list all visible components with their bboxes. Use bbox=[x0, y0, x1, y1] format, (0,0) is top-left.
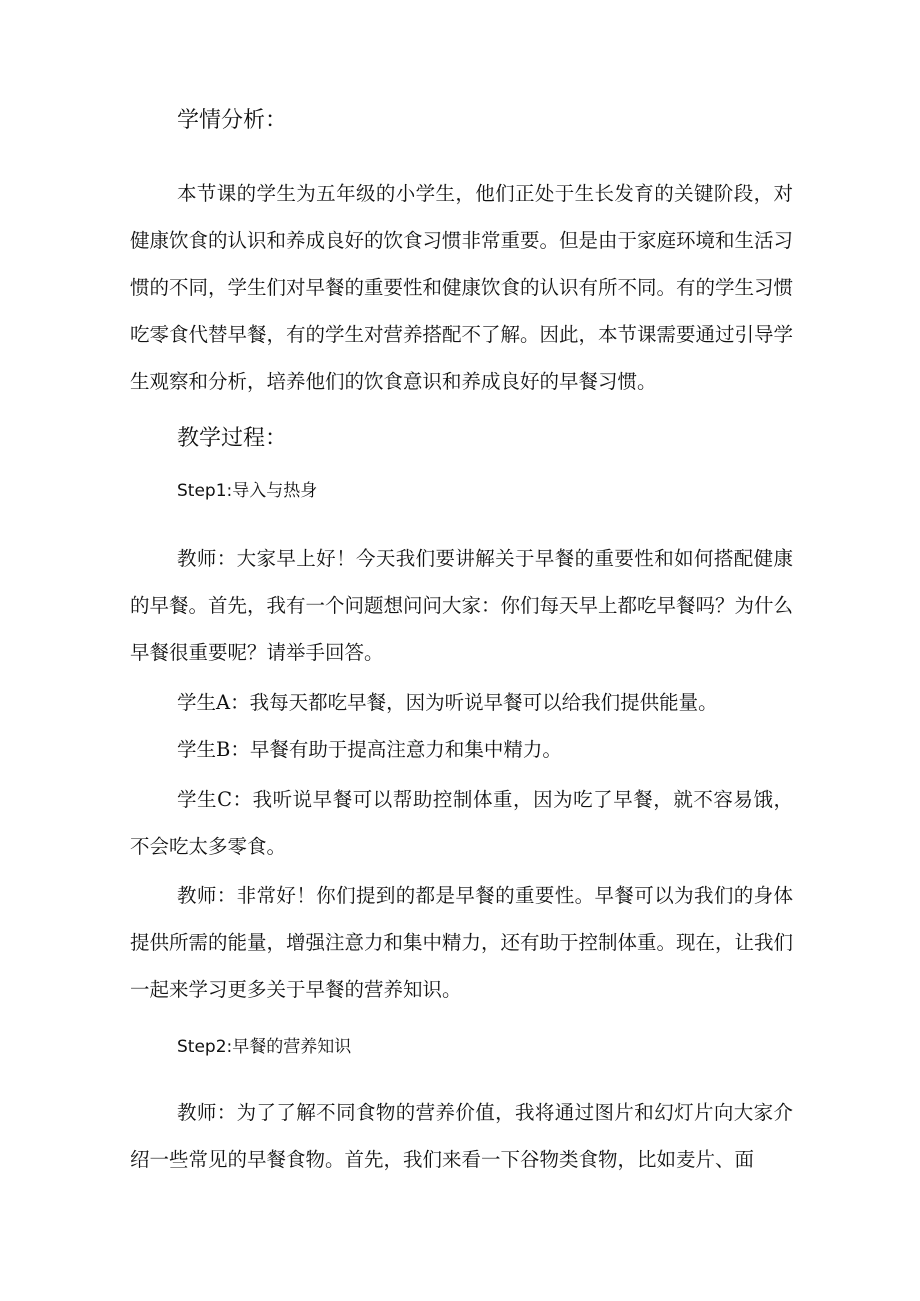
analysis-heading: 学情分析： bbox=[177, 108, 288, 133]
step2-title: Step2:早餐的营养知识 bbox=[177, 1037, 352, 1057]
step1-title: Step1:导入与热身 bbox=[177, 481, 318, 501]
student-c-paragraph: 学生C：我听说早餐可以帮助控制体重，因为吃了早餐，就不容易饿，不会吃太多零食。 bbox=[130, 788, 793, 858]
step1-teacher-paragraph: 教师：大家早上好！今天我们要讲解关于早餐的重要性和如何搭配健康的早餐。首先，我有一个问题想问问大家：你们每天早上都吃早餐吗？为什么早餐很重要呢？请举手回答。 bbox=[130, 547, 794, 664]
student-b-line: 学生B：早餐有助于提高注意力和集中精力。 bbox=[177, 738, 562, 761]
student-a-line: 学生A：我每天都吃早餐，因为听说早餐可以给我们提供能量。 bbox=[177, 691, 718, 714]
step1-teacher-reply-paragraph: 教师：非常好！你们提到的都是早餐的重要性。早餐可以为我们的身体提供所需的能量，增强注意力和集中精力，还有助于控制体重。现在，让我们一起来学习更多关于早餐的营养知识。 bbox=[130, 884, 794, 1001]
analysis-paragraph: 本节课的学生为五年级的小学生，他们正处于生长发育的关键阶段，对健康饮食的认识和养成良好的饮食习惯非常重要。但是由于家庭环境和生活习惯的不同，学生们对早餐的重要性和健康饮食的认识有所不同。有的学生习惯吃零食代替早餐，有的学生对营养搭配不了解。因此，本节课需要通过引导学生观察和分析，培养他们的饮食意识和养成良好的早餐习惯。 bbox=[130, 182, 794, 393]
step2-teacher-paragraph: 教师：为了了解不同食物的营养价值，我将通过图片和幻灯片向大家介绍一些常见的早餐食物。首先，我们来看一下谷物类食物，比如麦片、面 bbox=[130, 1101, 793, 1171]
process-heading: 教学过程： bbox=[177, 426, 288, 451]
